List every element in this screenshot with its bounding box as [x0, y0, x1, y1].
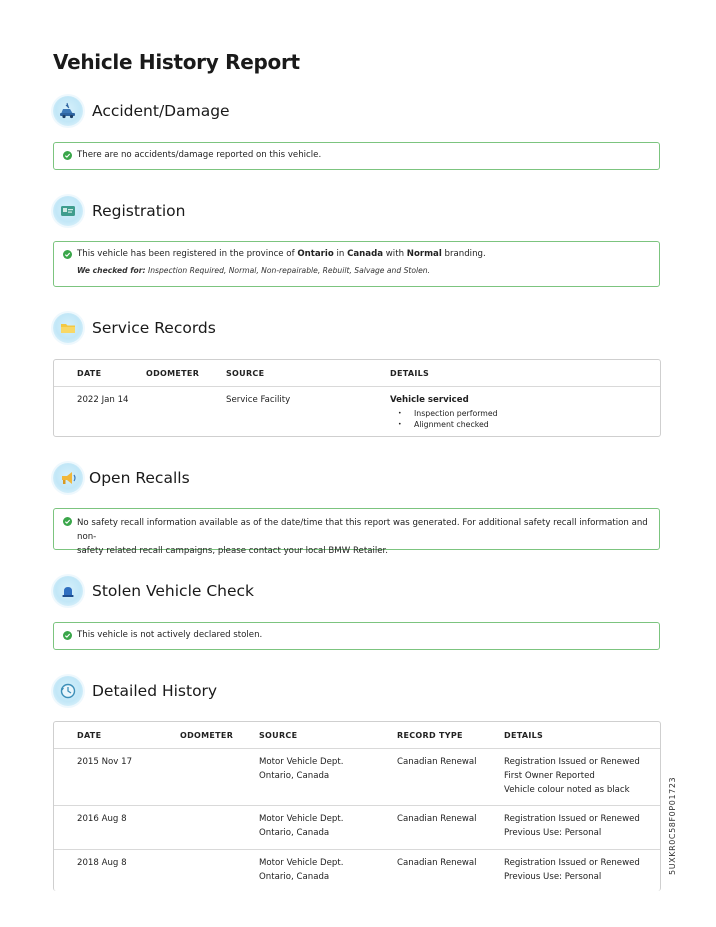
recalls-message: No safety recall information available as of the date/time that this report was generated. For additional safety recall information and non- safety related recall campaigns, please contact your local BMW Retailer. — [77, 518, 648, 556]
check-icon — [63, 517, 72, 526]
accident-section-header — [53, 96, 230, 126]
registration-province: Ontario — [297, 249, 334, 259]
history-details: Registration Issued or Renewed Previous Use: Personal — [504, 858, 640, 882]
service-source: Service Facility — [226, 395, 291, 405]
header-record-type: RECORD TYPE — [397, 731, 463, 740]
registration-card-icon — [53, 196, 83, 226]
history-clock-icon — [53, 676, 83, 706]
accident-section-title: Accident/Damage — [92, 102, 230, 120]
registration-country: Canada — [347, 249, 384, 259]
header-source: SOURCE — [226, 369, 265, 378]
table-row — [54, 806, 660, 850]
history-details: Registration Issued or Renewed First Owner Reported Vehicle colour noted as black — [504, 757, 640, 795]
service-records-table — [53, 359, 661, 437]
header-date: DATE — [77, 369, 102, 378]
header-source: SOURCE — [259, 731, 298, 740]
history-source: Motor Vehicle Dept. Ontario, Canada — [259, 757, 344, 781]
registration-branding: Normal — [406, 249, 442, 259]
alarm-light-icon — [53, 576, 83, 606]
history-record-type: Canadian Renewal — [397, 858, 477, 868]
recalls-status-box — [53, 508, 660, 556]
service-details — [390, 393, 498, 430]
header-details: DETAILS — [390, 369, 430, 378]
recalls-section-header — [53, 463, 190, 493]
service-section-title: Service Records — [92, 319, 216, 337]
header-odometer: ODOMETER — [180, 731, 234, 740]
check-icon — [63, 631, 72, 640]
history-source: Motor Vehicle Dept. Ontario, Canada — [259, 814, 344, 838]
vin-side-code: 5UXKR0C58F0P01723 — [668, 776, 677, 875]
history-table-header — [54, 722, 660, 749]
registration-section-header — [53, 196, 185, 226]
stolen-status-box — [53, 622, 660, 650]
list-item: • Inspection performed — [390, 408, 498, 419]
stolen-section-header — [53, 576, 254, 606]
folder-icon — [53, 313, 83, 343]
table-row — [54, 749, 660, 806]
check-icon — [63, 151, 72, 160]
header-odometer: ODOMETER — [146, 369, 200, 378]
table-row — [54, 850, 660, 893]
service-detail-title: Vehicle serviced — [390, 395, 469, 405]
registration-section-title: Registration — [92, 202, 186, 220]
detailed-history-table — [53, 721, 661, 891]
history-date: 2015 Nov 17 — [77, 757, 133, 767]
stolen-section-title: Stolen Vehicle Check — [92, 582, 255, 600]
history-date: 2018 Aug 8 — [77, 858, 127, 868]
page-title: Vehicle History Report — [53, 50, 300, 74]
history-section-title: Detailed History — [92, 682, 218, 700]
history-record-type: Canadian Renewal — [397, 757, 477, 767]
check-icon — [63, 250, 72, 259]
recalls-section-title: Open Recalls — [89, 469, 190, 487]
accident-status-box — [53, 142, 660, 170]
service-date: 2022 Jan 14 — [77, 395, 129, 405]
registration-message: This vehicle has been registered in the province of Ontario in Canada with Normal branding. — [77, 249, 486, 259]
history-section-header — [53, 676, 217, 706]
service-detail-list — [390, 408, 498, 430]
list-item: • Alignment checked — [390, 419, 498, 430]
service-section-header — [53, 313, 216, 343]
history-record-type: Canadian Renewal — [397, 814, 477, 824]
history-date: 2016 Aug 8 — [77, 814, 127, 824]
car-crash-icon — [53, 96, 83, 126]
header-details: DETAILS — [504, 731, 544, 740]
header-date: DATE — [77, 731, 102, 740]
stolen-message: This vehicle is not actively declared stolen. — [77, 630, 263, 640]
history-details: Registration Issued or Renewed Previous Use: Personal — [504, 814, 640, 838]
registration-status-box — [53, 241, 660, 287]
registration-checked-for: We checked for: Inspection Required, Normal, Non-repairable, Rebuilt, Salvage and Stolen. — [77, 266, 431, 275]
accident-message: There are no accidents/damage reported on this vehicle. — [77, 150, 322, 160]
history-source: Motor Vehicle Dept. Ontario, Canada — [259, 858, 344, 882]
service-table-header — [54, 360, 660, 387]
table-row — [54, 387, 660, 437]
megaphone-icon — [53, 463, 83, 493]
